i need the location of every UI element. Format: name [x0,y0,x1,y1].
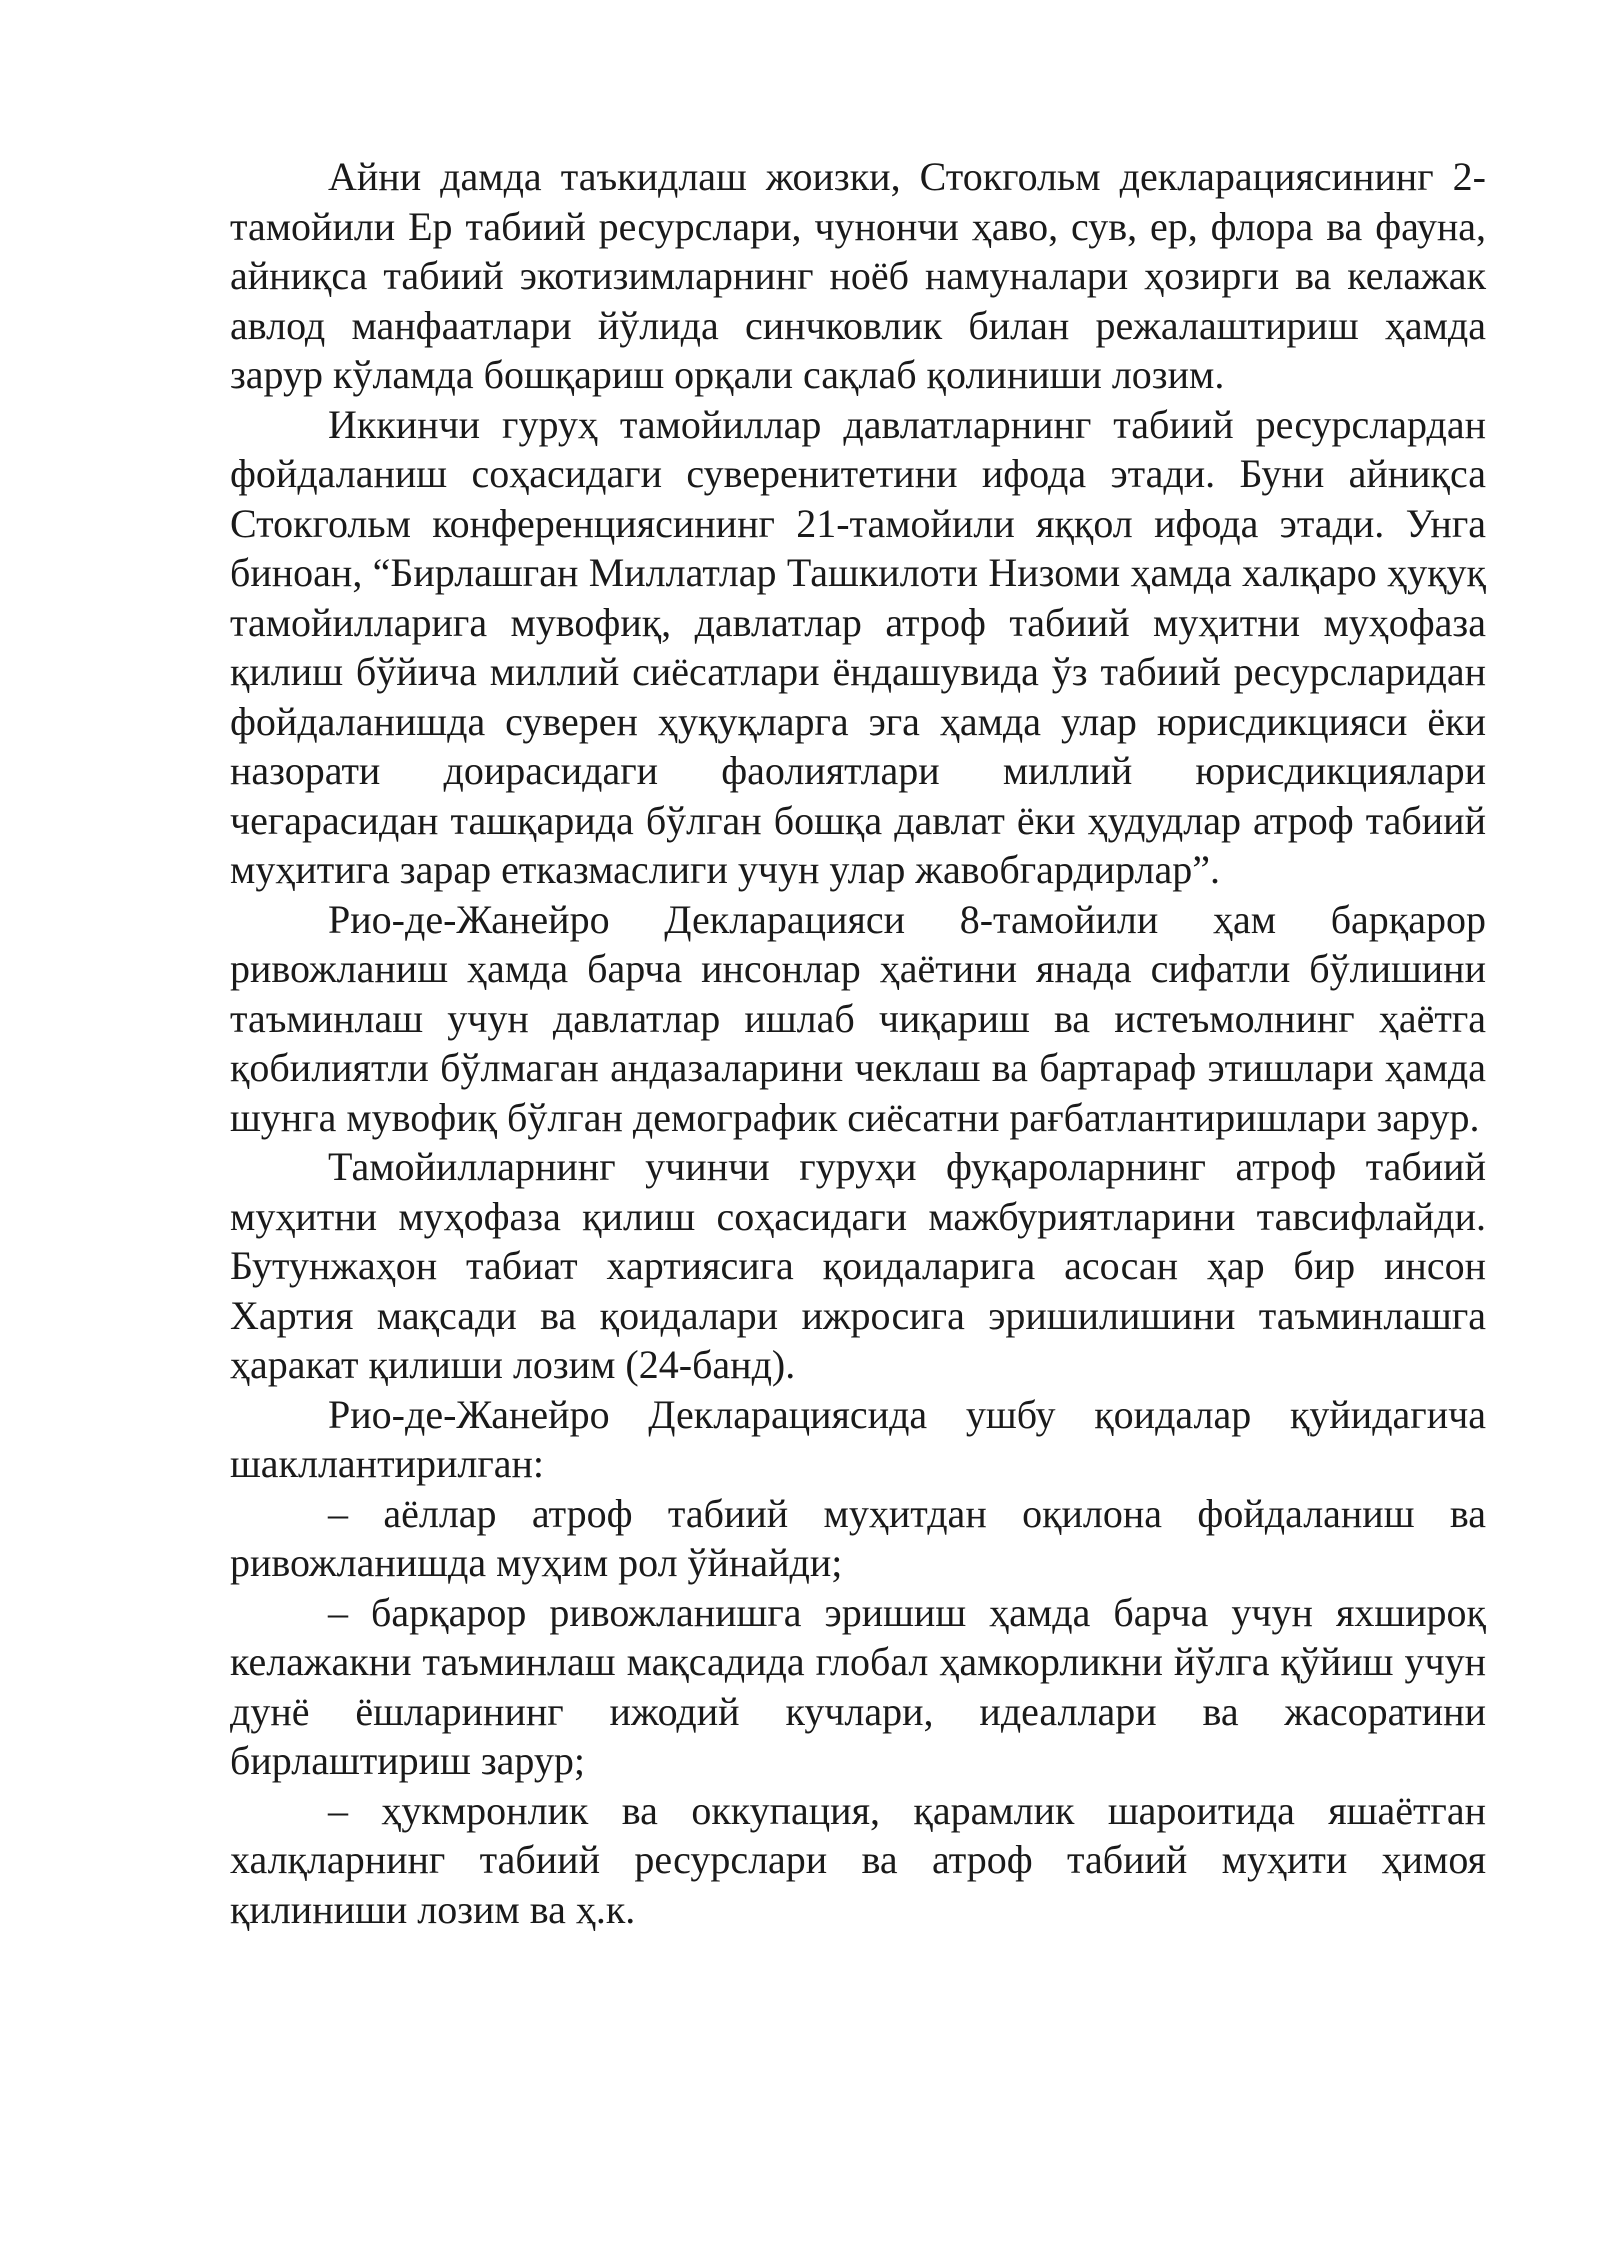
paragraph-rio-declaration-intro: Рио-де-Жанейро Декларациясида ушбу қоидалар қуйидагича шакллантирилган: [230,1391,1486,1486]
list-item-youth: – барқарор ривожланишга эришиш ҳамда барча учун яхшироқ келажакни таъминлаш мақсадида глобал ҳамкорликни йўлга қўйиш учун дунё ёшларининг ижодий кучлари, идеаллари ва жасоратини бирлаштириш зарур; [230,1589,1486,1783]
paragraph-third-group-principles: Тамойилларнинг учинчи гуруҳи фуқароларнинг атроф табиий муҳитни муҳофаза қилиш соҳасидаги мажбуриятларини тавсифлайди. Бутунжаҳон табиат хартиясига қоидаларига асосан ҳар бир инсон Хартия мақсади ва қоидалари ижросига эришилишини таъминлашга ҳаракат қилиши лозим (24-банд). [230,1144,1486,1387]
paragraph-rio-principle-8: Рио-де-Жанейро Декларацияси 8-тамойили ҳам барқарор ривожланиш ҳамда барча инсонлар ҳаётини янада сифатли бўлишини таъминлаш учун давлатлар ишлаб чиқариш ва истеъмолнинг ҳаётга қобилиятли бўлмаган андазаларини чеклаш ва бартараф этишлари ҳамда шунга мувофиқ бўлган демографик сиёсатни рағбатлантиришлари зарур. [230,896,1486,1140]
paragraph-stockholm-principle-2: Айни дамда таъкидлаш жоизки, Стокгольм декларациясининг 2-тамойили Ер табиий ресурслари, чунончи ҳаво, сув, ер, флора ва фауна, айниқса табиий экотизимларнинг ноёб намуналари ҳозирги ва келажак авлод манфаатлари йўлида синчковлик билан режалаштириш ҳамда зарур кўламда бошқариш орқали сақлаб қолиниши лозим. [230,154,1486,397]
paragraph-second-group-principles: Иккинчи гуруҳ тамойиллар давлатларнинг табиий ресурслардан фойдаланиш соҳасидаги суверенитетини ифода этади. Буни айниқса Стокгольм конференциясининг 21-тамойили яққол ифода этади. Унга биноан, “Бирлашган Миллатлар Ташкилоти Низоми ҳамда халқаро ҳуқуқ тамойилларига мувофиқ, давлатлар атроф табиий муҳитни муҳофаза қилиш бўйича миллий сиёсатлари ёндашувида ўз табиий ресурсларидан фойдаланишда суверен ҳуқуқларга эга ҳамда улар юрисдикцияси ёки назорати доирасидаги фаолиятлари миллий юрисдикциялари чегарасидан ташқарида бўлган бошқа давлат ёки ҳудудлар атроф табиий муҳитига зарар етказмаслиги учун улар жавобгардирлар”. [230,401,1486,892]
document-page [230,152,1486,1934]
list-item-women: – аёллар атроф табиий муҳитдан оқилона фойдаланиш ва ривожланишда муҳим рол ўйнайди; [230,1490,1486,1585]
list-item-oppressed-peoples: – ҳукмронлик ва оккупация, қарамлик шароитида яшаётган халқларнинг табиий ресурслари ва атроф табиий муҳити ҳимоя қилиниши лозим ва ҳ.к. [230,1787,1486,1932]
